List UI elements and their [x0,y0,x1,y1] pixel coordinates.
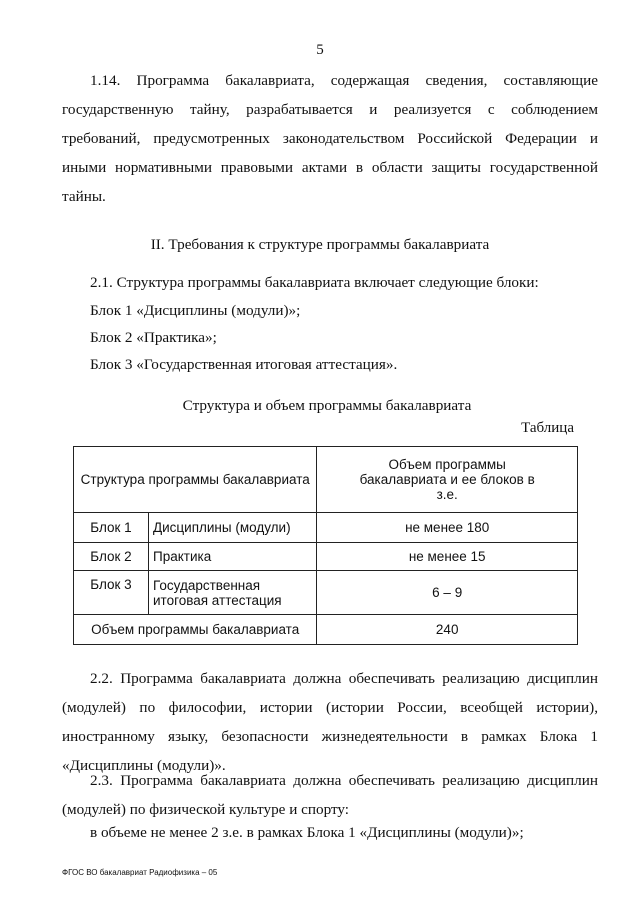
table-row [74,543,578,571]
paragraph-2-3-item: в объеме не менее 2 з.е. в рамках Блока 1 «Дисциплины (модули)»; [90,824,524,841]
paragraph-1-14: 1.14. Программа бакалавриата, содержащая сведения, составляющие государственную тайну, разрабатывается и реализуется с соблюдением требований, предусмотренных законодательством Российской Федерации и иными нормативными правовыми актами в области защиты государственной тайны. [62,72,598,205]
header-volume: Объем программы бакалавриата и ее блоков в з.е. [317,447,578,513]
row-volume: 6 – 9 [317,571,578,615]
row-block: Блок 1 [74,513,149,543]
table-row [74,571,578,615]
block-list-item-2: Блок 2 «Практика»; [90,329,217,346]
total-label: Объем программы бакалавриата [74,615,317,645]
table-label: Таблица [521,420,574,436]
row-volume: не менее 180 [317,513,578,543]
block-list-item-3: Блок 3 «Государственная итоговая аттестация». [90,356,398,373]
row-name: Государственная итоговая аттестация [149,571,317,615]
block-list-item-1: Блок 1 «Дисциплины (модули)»; [90,302,301,319]
row-block: Блок 2 [74,543,149,571]
row-block: Блок 3 [74,571,149,615]
header-structure: Структура программы бакалавриата [74,447,317,513]
table-title: Структура и объем программы бакалавриата [182,397,472,414]
table-row [74,513,578,543]
paragraph-2-1: 2.1. Структура программы бакалавриата включает следующие блоки: [90,274,539,291]
row-volume: не менее 15 [317,543,578,571]
table-header-row [74,447,578,513]
table-total-row [74,615,578,645]
row-name: Дисциплины (модули) [149,513,317,543]
paragraph-2-2: 2.2. Программа бакалавриата должна обеспечивать реализацию дисциплин (модулей) по философии, истории (истории России, всеобщей истории), иностранному языку, безопасности жизнедеятельности в рамках Блока 1 «Дисциплины (модули)». [62,670,598,774]
page-number: 5 [316,42,324,58]
section-heading: II. Требования к структуре программы бакалавриата [150,236,490,253]
total-value: 240 [317,615,578,645]
footer: ФГОС ВО бакалавриат Радиофизика – 05 [62,868,218,877]
program-structure-table [73,446,578,645]
paragraph-2-3: 2.3. Программа бакалавриата должна обеспечивать реализацию дисциплин (модулей) по физической культуре и спорту: [62,772,598,818]
row-name: Практика [149,543,317,571]
